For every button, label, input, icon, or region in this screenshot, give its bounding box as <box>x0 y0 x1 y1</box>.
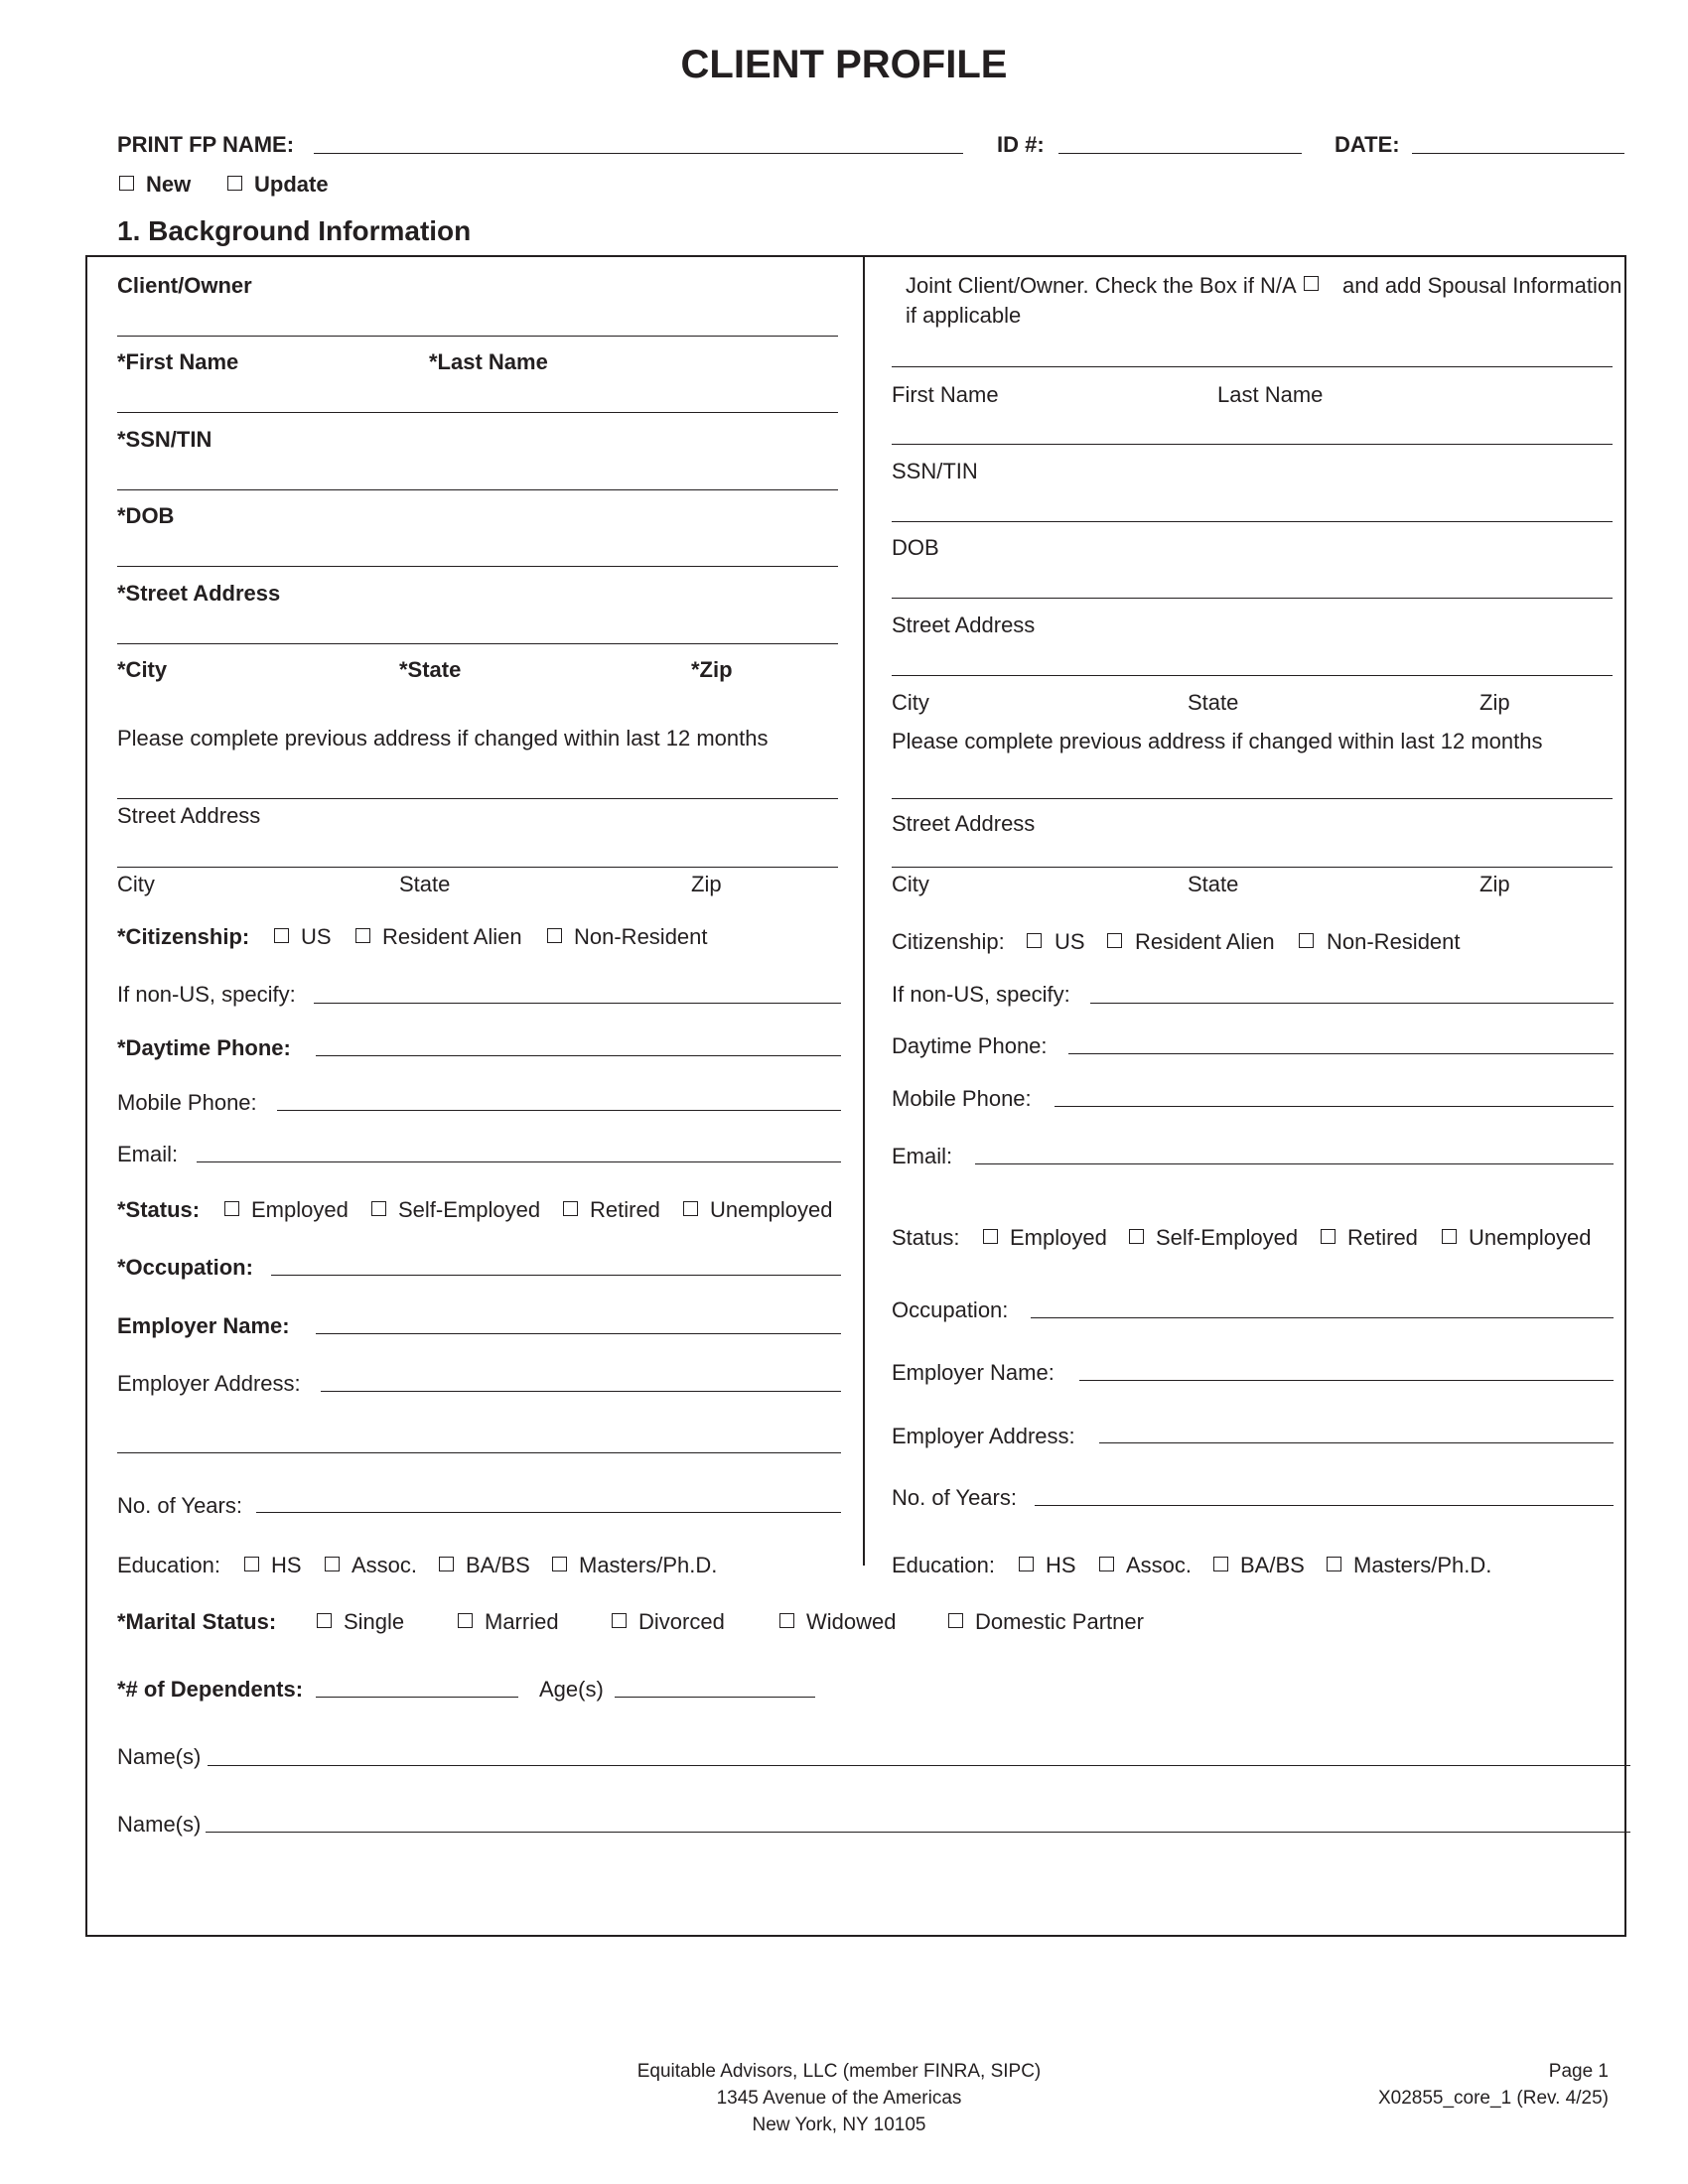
client-occupation-label: *Occupation: <box>117 1255 253 1280</box>
joint-state-label: State <box>1188 690 1239 715</box>
joint-employer-name-field[interactable] <box>1079 1380 1614 1381</box>
client-employer-address-field-2[interactable] <box>117 1452 841 1453</box>
client-owner-field[interactable] <box>117 336 838 337</box>
client-st-unemp-label: Unemployed <box>710 1197 833 1222</box>
joint-dob-field[interactable] <box>892 598 1613 599</box>
joint-citizenship-label: Citizenship: <box>892 929 1005 954</box>
dependents-label: *# of Dependents: <box>117 1677 304 1702</box>
joint-day-phone-field[interactable] <box>1068 1053 1614 1054</box>
client-city-label: *City <box>117 657 168 682</box>
joint-email-field[interactable] <box>975 1163 1614 1164</box>
client-prev-city-label: City <box>117 872 155 896</box>
joint-ed-hs-checkbox[interactable] <box>1019 1557 1034 1571</box>
joint-non-us-field[interactable] <box>1090 1003 1614 1004</box>
joint-cit-ra-label: Resident Alien <box>1135 929 1275 954</box>
client-ssn-label: *SSN/TIN <box>117 427 212 452</box>
client-day-phone-field[interactable] <box>316 1055 841 1056</box>
client-st-emp-checkbox[interactable] <box>224 1201 239 1216</box>
marital-widowed-checkbox[interactable] <box>779 1613 794 1628</box>
joint-mobile-field[interactable] <box>1055 1106 1614 1107</box>
joint-dob-label: DOB <box>892 535 939 560</box>
client-street-label: *Street Address <box>117 581 281 606</box>
joint-occupation-label: Occupation: <box>892 1297 1009 1322</box>
joint-ed-ms-checkbox[interactable] <box>1327 1557 1341 1571</box>
id-label: ID #: <box>997 132 1045 157</box>
joint-st-self-label: Self-Employed <box>1156 1225 1299 1250</box>
client-ed-ms-checkbox[interactable] <box>552 1557 567 1571</box>
client-dob-field[interactable] <box>117 566 838 567</box>
client-non-us-field[interactable] <box>314 1003 841 1004</box>
client-occupation-field[interactable] <box>271 1275 841 1276</box>
client-st-self-label: Self-Employed <box>398 1197 541 1222</box>
client-ed-ba-checkbox[interactable] <box>439 1557 454 1571</box>
client-mobile-field[interactable] <box>277 1110 841 1111</box>
marital-divorced-label: Divorced <box>638 1609 725 1634</box>
joint-ed-ba-label: BA/BS <box>1240 1553 1305 1577</box>
marital-domestic-checkbox[interactable] <box>948 1613 963 1628</box>
client-ssn-field[interactable] <box>117 489 838 490</box>
joint-cit-nr-label: Non-Resident <box>1327 929 1461 954</box>
joint-occupation-field[interactable] <box>1031 1317 1614 1318</box>
joint-ed-assoc-checkbox[interactable] <box>1099 1557 1114 1571</box>
joint-heading-c: if applicable <box>906 303 1022 328</box>
client-mobile-label: Mobile Phone: <box>117 1090 257 1115</box>
ages-label: Age(s) <box>539 1677 604 1702</box>
names-field-1[interactable] <box>208 1765 1630 1766</box>
client-employer-address-field[interactable] <box>321 1391 841 1392</box>
joint-prev-field[interactable] <box>892 798 1613 799</box>
marital-married-label: Married <box>485 1609 559 1634</box>
client-non-us-label: If non-US, specify: <box>117 982 296 1007</box>
client-cit-us-label: US <box>301 924 332 949</box>
client-prev-field[interactable] <box>117 798 838 799</box>
joint-education-label: Education: <box>892 1553 995 1577</box>
client-employer-address-label: Employer Address: <box>117 1371 301 1396</box>
joint-employer-name-label: Employer Name: <box>892 1360 1055 1385</box>
names-label-1: Name(s) <box>117 1744 202 1769</box>
client-cit-us-checkbox[interactable] <box>274 928 289 943</box>
date-field[interactable] <box>1412 153 1624 154</box>
joint-mobile-label: Mobile Phone: <box>892 1086 1032 1111</box>
joint-employer-address-label: Employer Address: <box>892 1424 1075 1448</box>
client-email-label: Email: <box>117 1142 179 1166</box>
id-field[interactable] <box>1058 153 1302 154</box>
client-st-ret-checkbox[interactable] <box>563 1201 578 1216</box>
joint-first-name-label: First Name <box>892 382 999 407</box>
joint-prev-street-field[interactable] <box>892 867 1613 868</box>
client-prev-zip-label: Zip <box>691 872 722 896</box>
background-info-box <box>85 255 1626 1937</box>
fp-name-label: PRINT FP NAME: <box>117 132 295 157</box>
names-label-2: Name(s) <box>117 1812 202 1837</box>
client-prev-address-note: Please complete previous address if changed within last 12 months <box>117 726 769 751</box>
joint-prev-address-note: Please complete previous address if changed within last 12 months <box>892 729 1543 753</box>
client-cit-nr-label: Non-Resident <box>574 924 708 949</box>
new-checkbox[interactable] <box>119 176 134 191</box>
client-zip-label: *Zip <box>691 657 733 682</box>
joint-ssn-field[interactable] <box>892 521 1613 522</box>
joint-prev-city-label: City <box>892 872 929 896</box>
section-heading: 1. Background Information <box>117 215 472 246</box>
joint-street-label: Street Address <box>892 613 1036 637</box>
joint-day-phone-label: Daytime Phone: <box>892 1033 1048 1058</box>
client-last-name-label: *Last Name <box>429 349 548 374</box>
marital-single-label: Single <box>344 1609 405 1634</box>
client-citizenship-label: *Citizenship: <box>117 924 250 949</box>
client-status-label: *Status: <box>117 1197 201 1222</box>
client-employer-name-label: Employer Name: <box>117 1313 290 1338</box>
client-years-field[interactable] <box>256 1512 841 1513</box>
dependents-field[interactable] <box>316 1697 518 1698</box>
marital-divorced-checkbox[interactable] <box>612 1613 627 1628</box>
footer-page-number: Page 1 <box>1548 2061 1609 2082</box>
client-prev-street-field[interactable] <box>117 867 838 868</box>
joint-heading-b: and add Spousal Information <box>1342 273 1622 298</box>
joint-street-field[interactable] <box>892 675 1613 676</box>
joint-cit-nr-checkbox[interactable] <box>1299 933 1314 948</box>
marital-status-label: *Marital Status: <box>117 1609 277 1634</box>
client-st-self-checkbox[interactable] <box>371 1201 386 1216</box>
joint-st-unemp-checkbox[interactable] <box>1442 1229 1457 1244</box>
client-ed-assoc-checkbox[interactable] <box>325 1557 340 1571</box>
client-education-label: Education: <box>117 1553 220 1577</box>
marital-married-checkbox[interactable] <box>458 1613 473 1628</box>
joint-ed-ms-label: Masters/Ph.D. <box>1353 1553 1492 1577</box>
client-day-phone-label: *Daytime Phone: <box>117 1035 291 1060</box>
client-prev-state-label: State <box>399 872 451 896</box>
client-ed-hs-label: HS <box>271 1553 302 1577</box>
client-cit-ra-label: Resident Alien <box>382 924 522 949</box>
client-years-label: No. of Years: <box>117 1493 242 1518</box>
client-cit-ra-checkbox[interactable] <box>355 928 370 943</box>
joint-owner-field[interactable] <box>892 366 1613 367</box>
joint-last-name-label: Last Name <box>1217 382 1324 407</box>
joint-st-ret-checkbox[interactable] <box>1321 1229 1336 1244</box>
client-dob-label: *DOB <box>117 503 175 528</box>
joint-na-checkbox[interactable] <box>1304 276 1319 291</box>
client-st-emp-label: Employed <box>251 1197 349 1222</box>
joint-st-emp-label: Employed <box>1010 1225 1107 1250</box>
joint-years-label: No. of Years: <box>892 1485 1017 1510</box>
joint-ed-assoc-label: Assoc. <box>1126 1553 1193 1577</box>
joint-email-label: Email: <box>892 1144 953 1168</box>
client-st-unemp-checkbox[interactable] <box>683 1201 698 1216</box>
fp-name-field[interactable] <box>314 153 963 154</box>
joint-cit-us-label: US <box>1055 929 1085 954</box>
joint-st-ret-label: Retired <box>1347 1225 1418 1250</box>
client-street-field[interactable] <box>117 643 838 644</box>
page-title: CLIENT PROFILE <box>680 43 1008 86</box>
footer-address-2: New York, NY 10105 <box>752 2115 926 2135</box>
client-ed-hs-checkbox[interactable] <box>244 1557 259 1571</box>
client-cit-nr-checkbox[interactable] <box>547 928 562 943</box>
client-state-label: *State <box>399 657 462 682</box>
joint-st-self-checkbox[interactable] <box>1129 1229 1144 1244</box>
joint-ed-hs-label: HS <box>1046 1553 1076 1577</box>
marital-widowed-label: Widowed <box>806 1609 897 1634</box>
joint-prev-state-label: State <box>1188 872 1239 896</box>
client-name-field[interactable] <box>117 412 838 413</box>
client-st-ret-label: Retired <box>590 1197 660 1222</box>
marital-single-checkbox[interactable] <box>317 1613 332 1628</box>
joint-non-us-label: If non-US, specify: <box>892 982 1070 1007</box>
names-field-2[interactable] <box>206 1832 1630 1833</box>
joint-heading-a: Joint Client/Owner. Check the Box if N/A <box>906 273 1297 298</box>
footer-form-id: X02855_core_1 (Rev. 4/25) <box>1377 2088 1609 2109</box>
footer-address-1: 1345 Avenue of the Americas <box>716 2088 962 2109</box>
client-email-field[interactable] <box>197 1161 841 1162</box>
new-label: New <box>146 172 192 197</box>
update-label: Update <box>254 172 329 197</box>
joint-employer-address-field[interactable] <box>1099 1442 1614 1443</box>
client-ed-ms-label: Masters/Ph.D. <box>579 1553 718 1577</box>
client-heading: Client/Owner <box>117 273 252 298</box>
footer-company: Equitable Advisors, LLC (member FINRA, SIPC) <box>636 2061 1042 2082</box>
joint-city-label: City <box>892 690 929 715</box>
joint-zip-label: Zip <box>1479 690 1510 715</box>
client-ed-assoc-label: Assoc. <box>352 1553 418 1577</box>
client-ed-ba-label: BA/BS <box>466 1553 530 1577</box>
column-divider <box>863 255 865 1566</box>
date-label: DATE: <box>1335 132 1400 157</box>
joint-ssn-label: SSN/TIN <box>892 459 978 483</box>
joint-st-emp-checkbox[interactable] <box>983 1229 998 1244</box>
joint-cit-us-checkbox[interactable] <box>1027 933 1042 948</box>
ages-field[interactable] <box>615 1697 815 1698</box>
client-employer-name-field[interactable] <box>316 1333 841 1334</box>
joint-st-unemp-label: Unemployed <box>1469 1225 1592 1250</box>
update-checkbox[interactable] <box>227 176 242 191</box>
joint-ed-ba-checkbox[interactable] <box>1213 1557 1228 1571</box>
joint-prev-street-label: Street Address <box>892 811 1036 836</box>
joint-status-label: Status: <box>892 1225 960 1250</box>
joint-prev-zip-label: Zip <box>1479 872 1510 896</box>
client-first-name-label: *First Name <box>117 349 239 374</box>
joint-name-field[interactable] <box>892 444 1613 445</box>
client-prev-street-label: Street Address <box>117 803 261 828</box>
marital-domestic-label: Domestic Partner <box>975 1609 1144 1634</box>
joint-years-field[interactable] <box>1035 1505 1614 1506</box>
joint-cit-ra-checkbox[interactable] <box>1107 933 1122 948</box>
